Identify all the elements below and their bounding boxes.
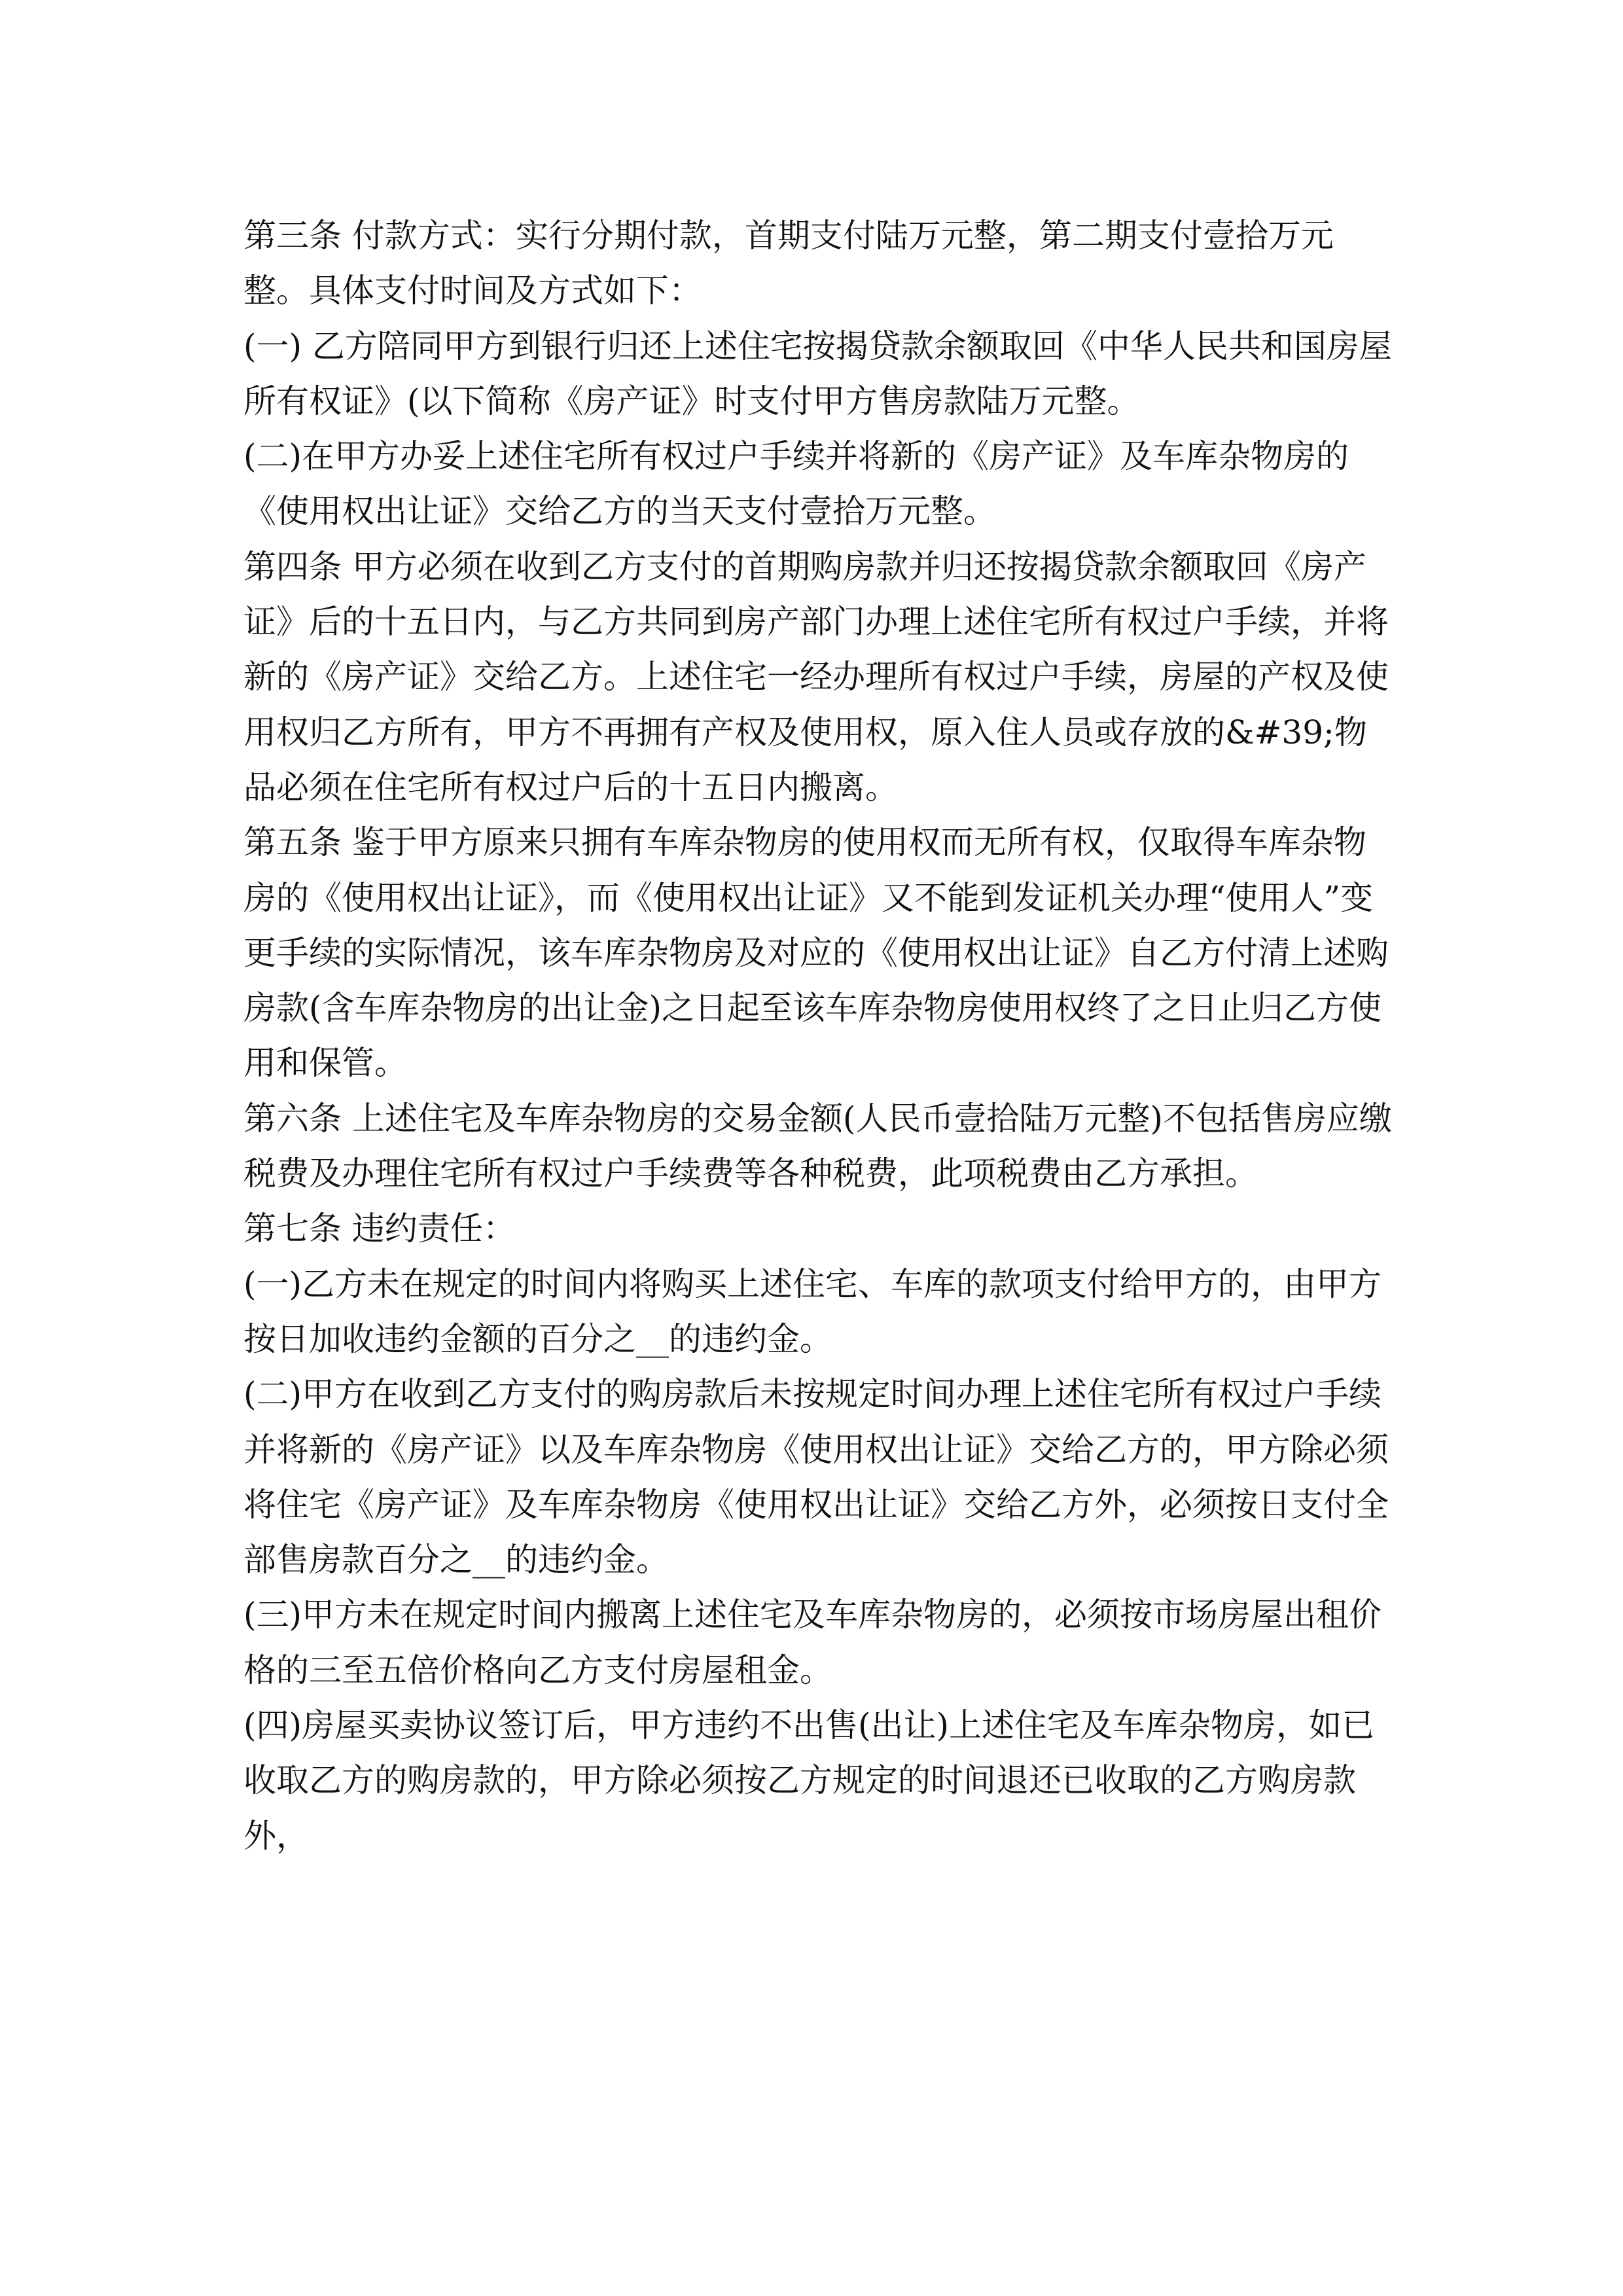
- article-4-paragraph: 第四条 甲方必须在收到乙方支付的首期购房款并归还按揭贷款余额取回《房产证》后的十五日内，与乙方共同到房产部门办理上述住宅所有权过户手续，并将新的《房产证》交给乙方。上述住宅一经办理所有权过户手续，房屋的产权及使用权归乙方所有，甲方不再拥有产权及使用权，原入住人员或存放的&#39;物品必须在住宅所有权过户后的十五日内搬离。: [243, 547, 1389, 806]
- article-3-paragraph: 第三条 付款方式：实行分期付款，首期支付陆万元整，第二期支付壹拾万元整。具体支付时间及方式如下：: [243, 217, 1334, 310]
- article-3-item-1: (一) 乙方陪同甲方到银行归还上述住宅按揭贷款余额取回《中华人民共和国房屋所有权证》(以下简称《房产证》时支付甲方售房款陆万元整。: [243, 327, 1392, 420]
- article-7-item-1: (一)乙方未在规定的时间内将购买上述住宅、车库的款项支付给甲方的，由甲方按日加收违约金额的百分之__的违约金。: [243, 1265, 1382, 1358]
- article-7-heading: 第七条 违约责任：: [243, 1210, 516, 1248]
- article-6-paragraph: 第六条 上述住宅及车库杂物房的交易金额(人民币壹拾陆万元整)不包括售房应缴税费及办理住宅所有权过户手续费等各种税费，此项税费由乙方承担。: [243, 1099, 1392, 1193]
- document-body: [243, 208, 1395, 1863]
- article-7-item-4: (四)房屋买卖协议签订后，甲方违约不出售(出让)上述住宅及车库杂物房，如已收取乙方的购房款的，甲方除必须按乙方规定的时间退还已收取的乙方购房款外，: [243, 1706, 1375, 1855]
- article-3-item-2: (二)在甲方办妥上述住宅所有权过户手续并将新的《房产证》及车库杂物房的《使用权出让证》交给乙方的当天支付壹拾万元整。: [243, 437, 1349, 531]
- article-5-paragraph: 第五条 鉴于甲方原来只拥有车库杂物房的使用权而无所有权，仅取得车库杂物房的《使用权出让证》，而《使用权出让证》又不能到发证机关办理“使用人”变更手续的实际情况，该车库杂物房及对应的《使用权出让证》自乙方付清上述购房款(含车库杂物房的出让金)之日起至该车库杂物房使用权终了之日止归乙方使用和保管。: [243, 823, 1389, 1083]
- article-7-item-2: (二)甲方在收到乙方支付的购房款后未按规定时间办理上述住宅所有权过户手续并将新的《房产证》以及车库杂物房《使用权出让证》交给乙方的，甲方除必须将住宅《房产证》及车库杂物房《使用权出让证》交给乙方外，必须按日支付全部售房款百分之__的违约金。: [243, 1375, 1389, 1579]
- article-7-item-3: (三)甲方未在规定时间内搬离上述住宅及车库杂物房的，必须按市场房屋出租价格的三至五倍价格向乙方支付房屋租金。: [243, 1596, 1382, 1689]
